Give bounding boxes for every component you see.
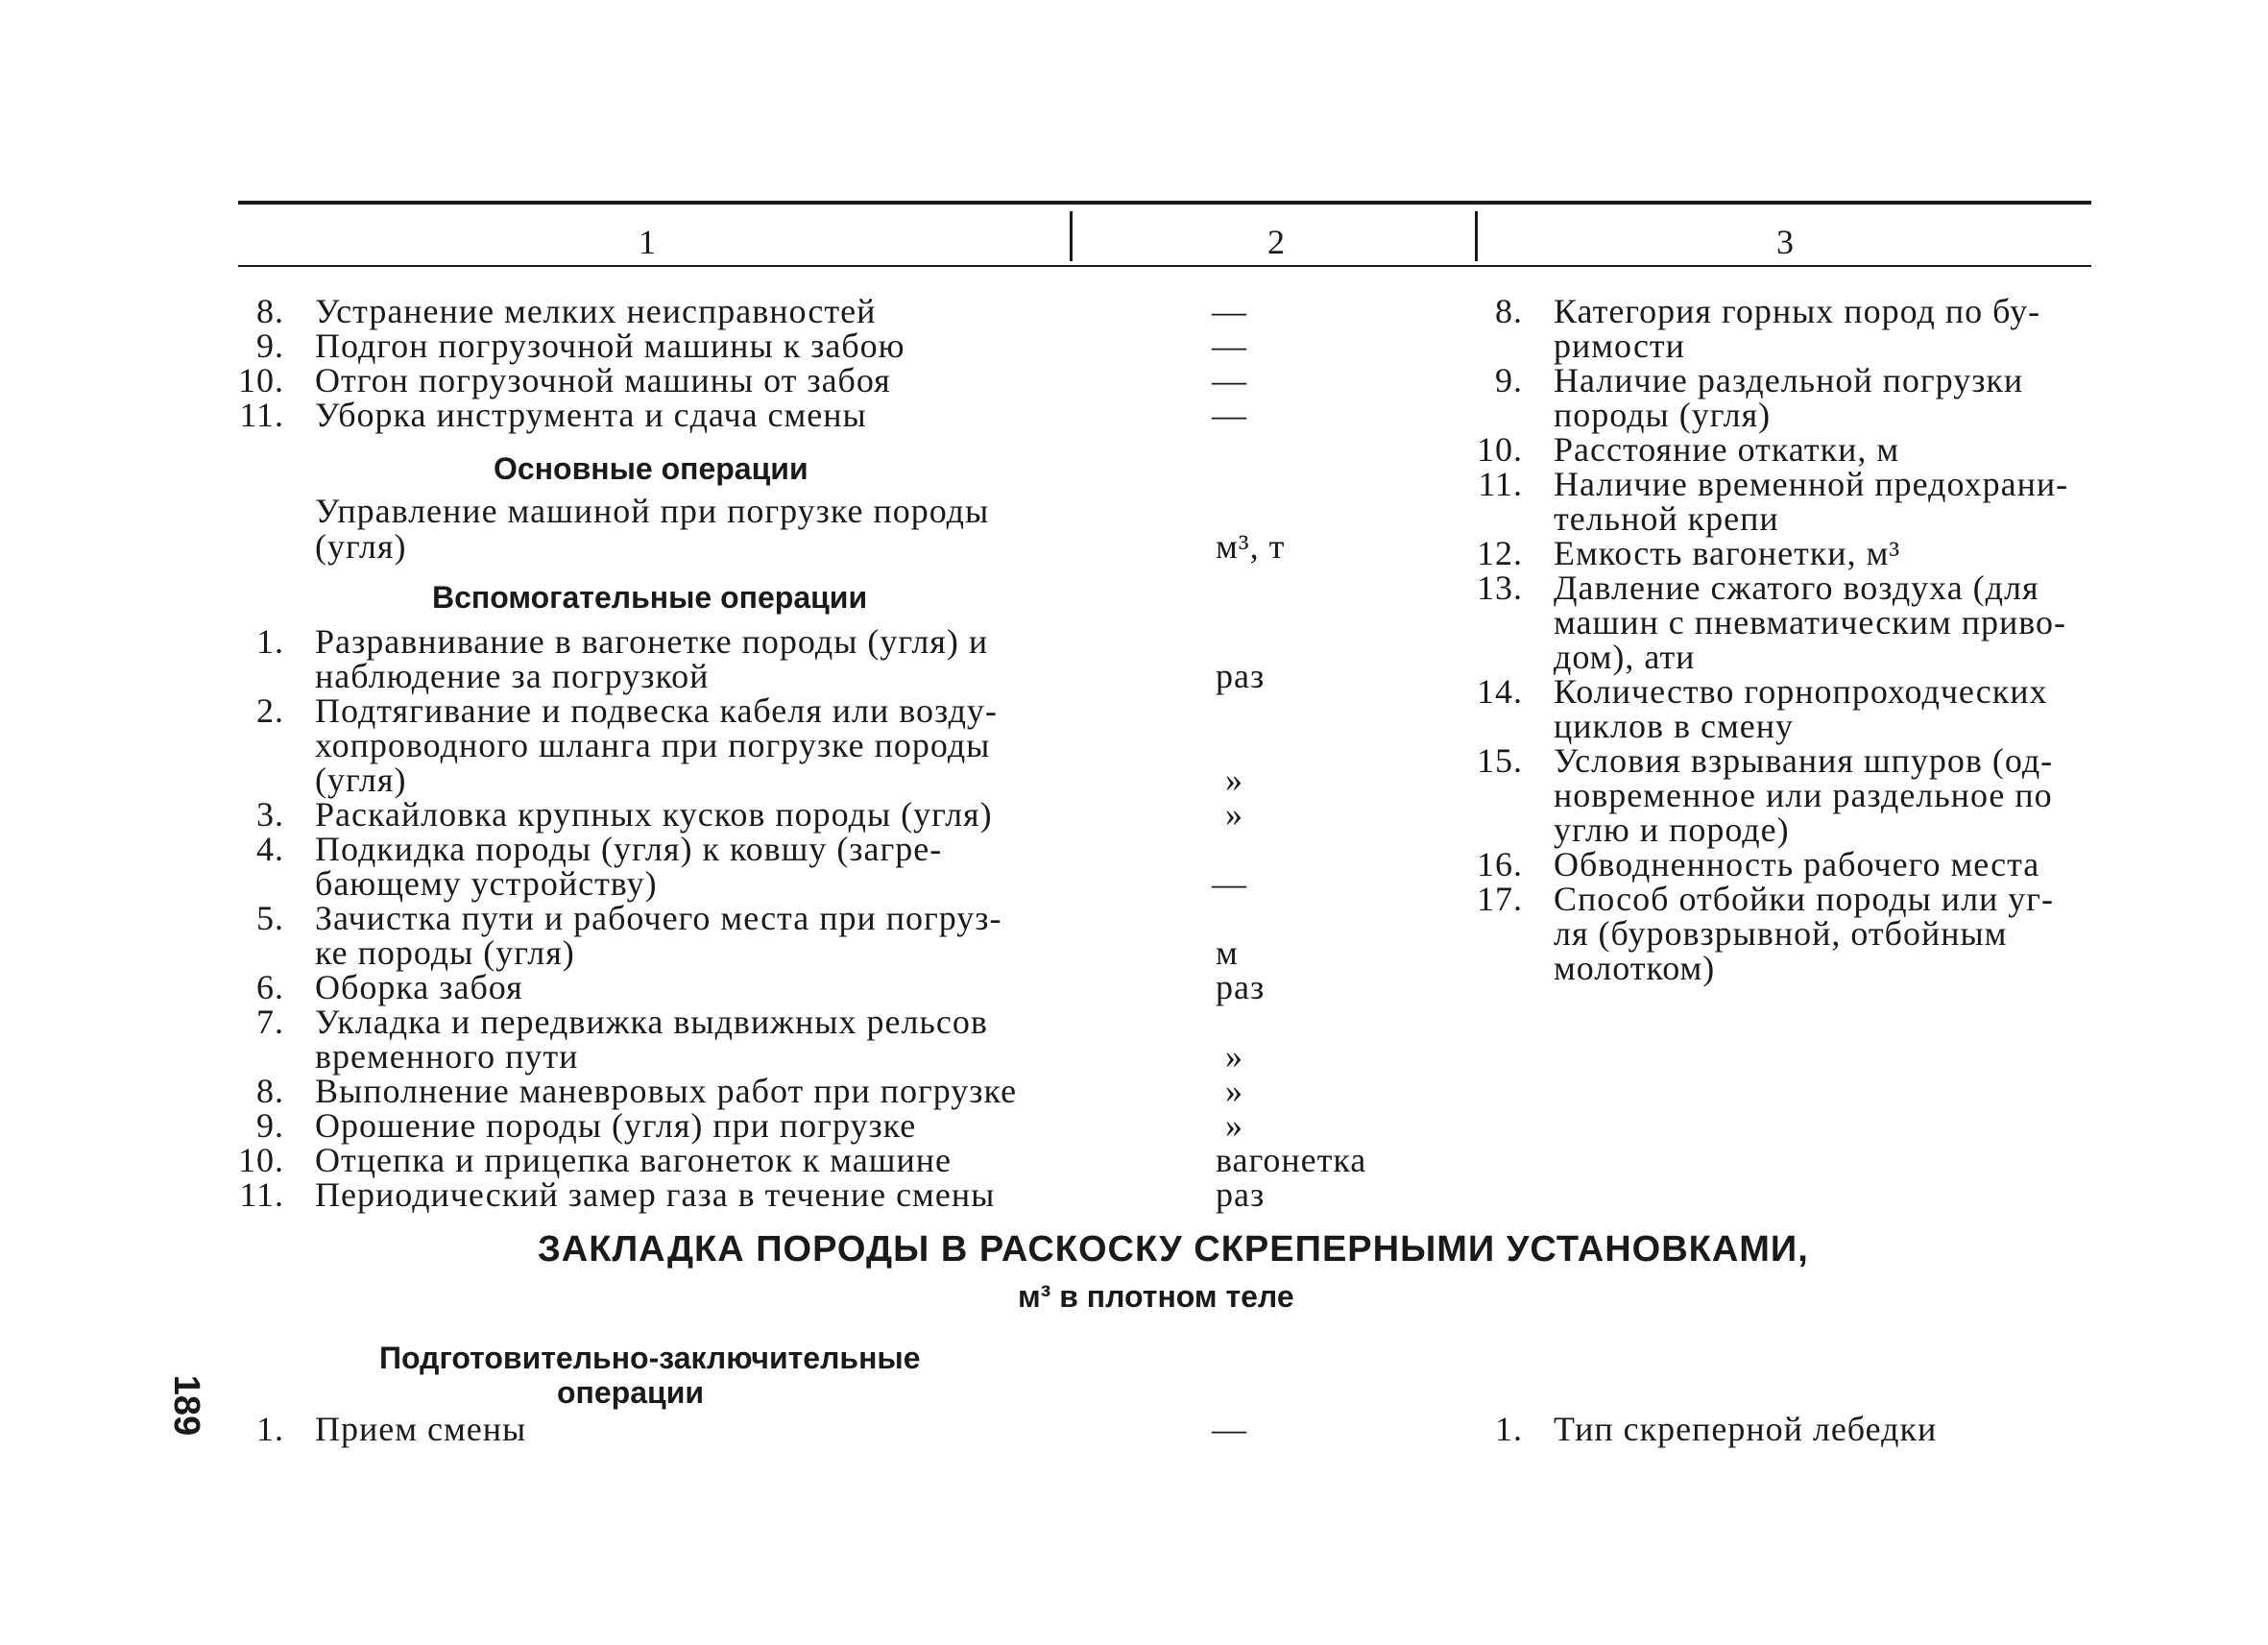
list-item-number: 4. — [256, 830, 284, 868]
list-item: Подгон погрузочной машины к забою — [315, 327, 905, 365]
list-item-number: 9. — [256, 327, 284, 365]
list-item: (угля) — [315, 761, 407, 799]
list-item: ля (буровзрывной, отбойным — [1554, 914, 2008, 953]
unit-cell: » — [1225, 1072, 1243, 1110]
list-item: Укладка и передвижка выдвижных рельсов — [315, 1003, 988, 1041]
list-item-number: 9. — [256, 1106, 284, 1145]
unit-cell: » — [1225, 1106, 1243, 1145]
list-item: Категория горных пород по бу- — [1554, 292, 2041, 330]
list-item: римости — [1554, 327, 1685, 365]
main-ops-unit: м³, т — [1216, 527, 1286, 566]
list-item: Отцепка и прицепка вагонеток к машине — [315, 1141, 952, 1179]
list-item: Наличие временной предохрани- — [1554, 465, 2069, 503]
aux-ops-heading: Вспомогательные операции — [432, 580, 868, 615]
list-item: породы (угля) — [1554, 396, 1772, 434]
column-divider-1 — [1070, 211, 1073, 261]
list-item: молотком) — [1554, 949, 1716, 987]
column-header-2: 2 — [1267, 223, 1286, 261]
unit-cell: — — [1212, 361, 1247, 399]
list-item: Прием смены — [315, 1410, 527, 1448]
unit-cell: м — [1216, 933, 1239, 972]
list-item: тельной крепи — [1554, 499, 1779, 538]
list-item: наблюдение за погрузкой — [315, 657, 710, 695]
list-item: Способ отбойки породы или уг- — [1554, 880, 2055, 918]
unit-cell: — — [1212, 1410, 1247, 1448]
list-item: машин с пневматическим приво- — [1554, 603, 2066, 641]
list-item-number: 8. — [256, 1072, 284, 1110]
list-item-number: 17. — [1477, 880, 1523, 918]
list-item: Тип скреперной лебедки — [1554, 1410, 1938, 1448]
list-item-number: 9. — [1495, 361, 1523, 399]
list-item: временного пути — [315, 1037, 579, 1076]
unit-cell: раз — [1216, 657, 1266, 695]
list-item: Условия взрывания шпуров (од- — [1554, 741, 2054, 780]
list-item: ке породы (угля) — [315, 933, 575, 972]
unit-cell: — — [1212, 396, 1247, 434]
list-item: Наличие раздельной погрузки — [1554, 361, 2024, 399]
list-item: Оборка забоя — [315, 968, 523, 1006]
prep-ops-heading-2: операции — [557, 1375, 705, 1410]
list-item-number: 1. — [256, 622, 284, 661]
list-item: Подтягивание и подвеска кабеля или возду- — [315, 691, 998, 730]
list-item: Разравнивание в вагонетке породы (угля) и — [315, 622, 989, 661]
list-item: дом), ати — [1554, 638, 1696, 676]
list-item-number: 8. — [1495, 292, 1523, 330]
list-item-number: 14. — [1477, 672, 1523, 711]
list-item-number: 13. — [1477, 568, 1523, 607]
list-item: Расстояние откатки, м — [1554, 430, 1900, 469]
list-item-number: 1. — [256, 1410, 284, 1448]
list-item: новременное или раздельное по — [1554, 776, 2053, 814]
list-item-number: 10. — [238, 1141, 284, 1179]
list-item: хопроводного шланга при погрузке породы — [315, 726, 991, 764]
list-item-number: 8. — [256, 292, 284, 330]
unit-cell: » — [1225, 1037, 1243, 1076]
list-item: циклов в смену — [1554, 707, 1794, 745]
list-item-number: 16. — [1477, 845, 1523, 883]
list-item: Зачистка пути и рабочего места при погруз- — [315, 899, 1002, 937]
list-item: Давление сжатого воздуха (для — [1554, 568, 2039, 607]
list-item-number: 11. — [239, 1175, 284, 1214]
list-item-number: 1. — [1495, 1410, 1523, 1448]
column-header-3: 3 — [1776, 223, 1795, 261]
list-item-number: 7. — [256, 1003, 284, 1041]
list-item: Орошение породы (угля) при погрузке — [315, 1106, 917, 1145]
list-item: Количество горнопроходческих — [1554, 672, 2048, 711]
unit-cell: — — [1212, 327, 1247, 365]
list-item-number: 10. — [1477, 430, 1523, 469]
list-item: Уборка инструмента и сдача смены — [315, 396, 867, 434]
main-ops-heading: Основные операции — [494, 451, 808, 486]
unit-cell: раз — [1216, 1175, 1266, 1214]
table-header-rule — [238, 265, 2091, 267]
section-subtitle: м³ в плотном теле — [1018, 1279, 1294, 1314]
list-item: Отгон погрузочной машины от забоя — [315, 361, 891, 399]
list-item-number: 12. — [1477, 534, 1523, 572]
list-item: Периодический замер газа в течение смены — [315, 1175, 996, 1214]
list-item: углю и породе) — [1554, 810, 1790, 849]
list-item-number: 5. — [256, 899, 284, 937]
list-item: бающему устройству) — [315, 864, 658, 903]
prep-ops-heading-1: Подготовительно-заключительные — [379, 1341, 921, 1375]
main-ops-line-1: Управление машиной при погрузке породы — [315, 492, 990, 530]
unit-cell: — — [1212, 292, 1247, 330]
list-item-number: 11. — [1478, 465, 1523, 503]
list-item-number: 15. — [1477, 741, 1523, 780]
list-item: Обводненность рабочего места — [1554, 845, 2040, 883]
list-item: Выполнение маневровых работ при погрузке — [315, 1072, 1018, 1110]
unit-cell: раз — [1216, 968, 1266, 1006]
section-title: ЗАКЛАДКА ПОРОДЫ В РАСКОСКУ СКРЕПЕРНЫМИ УСТАНОВКАМИ, — [538, 1229, 1809, 1270]
main-ops-line-2: (угля) — [315, 527, 407, 566]
list-item: Подкидка породы (угля) к ковшу (загре- — [315, 830, 943, 868]
column-header-1: 1 — [639, 223, 657, 261]
unit-cell: — — [1212, 864, 1247, 903]
page-number: 189 — [166, 1374, 207, 1437]
table-top-rule — [238, 201, 2091, 205]
unit-cell: вагонетка — [1216, 1141, 1367, 1179]
unit-cell: » — [1225, 795, 1243, 834]
list-item-number: 6. — [256, 968, 284, 1006]
column-divider-2 — [1475, 211, 1478, 261]
list-item-number: 3. — [256, 795, 284, 834]
list-item: Раскайловка крупных кусков породы (угля) — [315, 795, 993, 834]
list-item-number: 10. — [238, 361, 284, 399]
list-item: Емкость вагонетки, м³ — [1554, 534, 1901, 572]
list-item-number: 2. — [256, 691, 284, 730]
list-item: Устранение мелких неисправностей — [315, 292, 877, 330]
list-item-number: 11. — [239, 396, 284, 434]
unit-cell: » — [1225, 761, 1243, 799]
